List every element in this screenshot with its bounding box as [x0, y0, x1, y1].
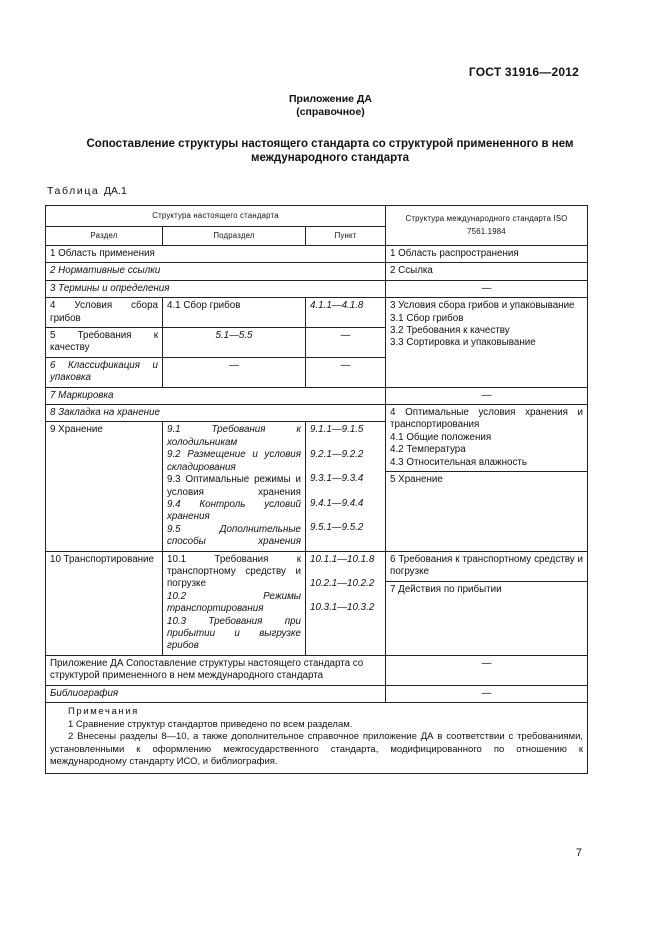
row6-item: —: [306, 357, 386, 387]
appendix-heading: [0, 93, 661, 119]
intl-item: 4.1 Общие положения: [390, 431, 492, 443]
note-line: 2 Внесены разделы 8—10, а также дополнительное справочное приложение ДА в соответствии с требованиями, установленными к оформлению межгосударственного стандарта, модифицированного по отношению к международному стандарту ИСО, и библиография.: [50, 731, 584, 767]
header-international-structure: Структура международного стандарта ISO 7561.1984: [386, 206, 588, 246]
intl-item: 5 Хранение: [390, 474, 443, 486]
subsection-item: 10.1 Требования к транспортному средству и погрузке: [167, 553, 301, 590]
item-range: 10.3.1—10.3.2: [310, 602, 375, 614]
appendix-subtitle: (справочное): [296, 106, 365, 118]
table-label-number: ДА.1: [103, 185, 127, 197]
table-row: [46, 298, 588, 328]
row2-left: 2 Нормативные ссылки: [46, 263, 386, 280]
row2-right: 2 Ссылка: [386, 263, 588, 280]
row4-subsection: 4.1 Сбор грибов: [163, 298, 306, 328]
subsection-item: 9.5 Дополнительные способы хранения: [167, 523, 301, 548]
row5-subsection: 5.1—5.5: [163, 328, 306, 358]
notes-row: [46, 703, 588, 774]
row9-section: 9 Хранение: [46, 422, 163, 551]
row10-section: 10 Транспортирование: [46, 551, 163, 655]
intl-item: 3 Условия сбора грибов и упаковывание: [390, 300, 575, 312]
header-section: Раздел: [46, 227, 163, 246]
row3-left: 3 Термины и определения: [46, 280, 386, 297]
subsection-item: 9.2 Размещение и условия складирования: [167, 449, 301, 473]
row7-right: —: [386, 387, 588, 404]
table-row: [46, 246, 588, 263]
row10-items: [306, 551, 386, 655]
table-row: [46, 551, 588, 655]
item-range: 9.4.1—9.4.4: [310, 497, 364, 509]
header-subsection: Подраздел: [163, 227, 306, 246]
subsection-item: 9.4 Контроль условий хранения: [167, 498, 301, 523]
item-range: 9.3.1—9.3.4: [310, 473, 364, 485]
row1-right: 1 Область распространения: [386, 246, 588, 263]
subsection-item: 9.3 Оптимальные режимы и условия хранения: [167, 474, 301, 498]
comparison-table: [45, 205, 588, 774]
row4-section: 4 Условия сбора грибов: [46, 298, 163, 328]
item-range: 10.2.1—10.2.2: [310, 577, 375, 589]
notes-heading: Примечания: [68, 706, 139, 717]
note-line: 1 Сравнение структур стандартов приведено по всем разделам.: [68, 718, 353, 730]
item-range: 9.5.1—9.5.2: [310, 522, 364, 534]
standard-designation: ГОСТ 31916—2012: [468, 65, 579, 79]
header-item: Пункт: [306, 227, 386, 246]
table-label-prefix: Таблица: [47, 185, 100, 197]
row8-right: [386, 405, 588, 551]
row8-left: 8 Закладка на хранение: [46, 405, 386, 422]
table-row: [46, 405, 588, 422]
row12-right: —: [386, 685, 588, 702]
row4-item: 4.1.1—4.1.8: [306, 298, 386, 328]
subsection-item: 10.2 Режимы транспортирования: [167, 590, 301, 615]
row4-right: [386, 298, 588, 387]
table-row: [46, 263, 588, 280]
item-range: 9.1.1—9.1.5: [310, 424, 364, 436]
table-row: [46, 655, 588, 685]
intl-storage-block: [386, 405, 587, 472]
row3-right: —: [386, 280, 588, 297]
page-number: 7: [575, 847, 582, 859]
row11-left: Приложение ДА Сопоставление структуры настоящего стандарта со структурой примененного в нем международного стандарта: [46, 655, 386, 685]
intl-item: 3.2 Требования к качеству: [390, 325, 510, 337]
row9-subsections: [163, 422, 306, 551]
row1-left: 1 Область применения: [46, 246, 386, 263]
table-header-row: [46, 206, 588, 227]
row11-right: —: [386, 655, 588, 685]
intl-item: 4.2 Температура: [390, 444, 466, 456]
intl-item: 3.3 Сортировка и упаковывание: [390, 337, 536, 349]
header-national-structure: Структура настоящего стандарта: [46, 206, 386, 227]
intl-item: 6 Требования к транспортному средству и погрузке: [386, 552, 587, 583]
subsection-item: 10.3 Требования при прибытии и выгрузке грибов: [167, 615, 301, 652]
intl-item: 3.1 Сбор грибов: [390, 312, 464, 324]
table-row: [46, 387, 588, 404]
table-row: [46, 685, 588, 702]
row7-left: 7 Маркировка: [46, 387, 386, 404]
notes: [46, 703, 588, 774]
page-title: Сопоставление структуры настоящего стандарта со структурой примененного в нем международного стандарта: [86, 138, 574, 164]
row5-section: 5 Требования к качеству: [46, 328, 163, 358]
intl-item: 4.3 Относительная влажность: [390, 456, 527, 468]
item-range: 9.2.1—9.2.2: [310, 448, 364, 460]
row6-section: 6 Классификация и упаковка: [46, 357, 163, 387]
row6-subsection: —: [163, 357, 306, 387]
row9-items: [306, 422, 386, 551]
appendix-title: Приложение ДА: [289, 93, 372, 105]
row12-left: Библиография: [46, 685, 386, 702]
subsection-item: 9.1 Требования к холодильникам: [167, 424, 301, 448]
item-range: 10.1.1—10.1.8: [310, 553, 375, 565]
intl-item: 7 Действия по прибытии: [390, 584, 502, 596]
table-row: [46, 280, 588, 297]
row5-item: —: [306, 328, 386, 358]
table-label: [47, 185, 127, 197]
row10-right: [386, 551, 588, 655]
intl-item: 4 Оптимальные условия хранения и транспортирования: [390, 407, 584, 431]
row10-subsections: [163, 551, 306, 655]
